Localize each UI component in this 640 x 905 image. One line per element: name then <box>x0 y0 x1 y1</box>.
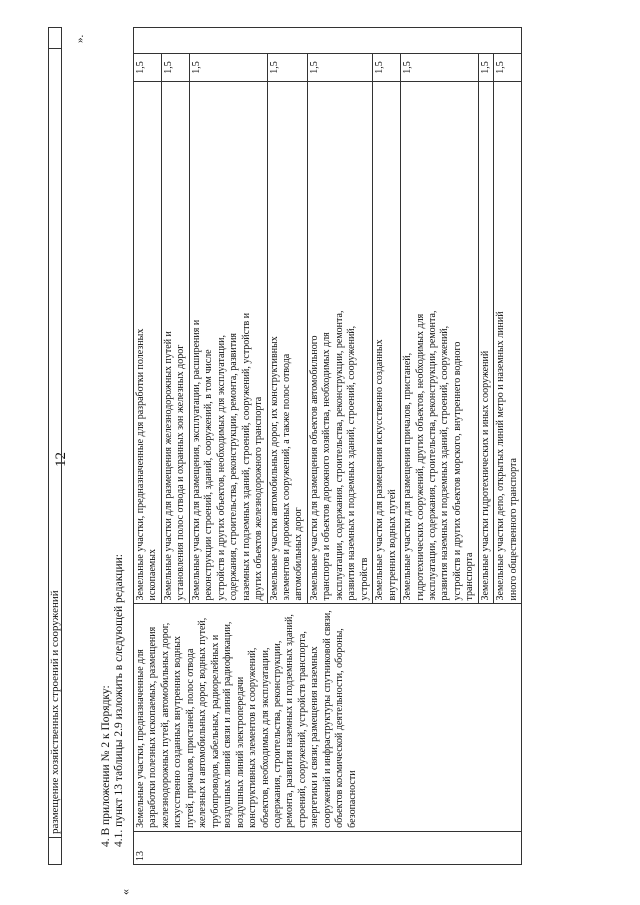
subrow-coefficient: 1,5 <box>478 53 493 81</box>
subrow-text: Земельные участки для размещения железнодорожных путей и установления полос отвода и охранных зон железных дорог <box>161 82 189 604</box>
subrow-coefficient: 1,5 <box>189 53 267 81</box>
table-row <box>134 28 162 865</box>
subrow-text: Земельные участки депо, открытых линий метро и наземных линий иного общественного транспорта <box>494 82 522 604</box>
subrow-text: Земельные участки гидротехнических и иных сооружений <box>478 82 493 604</box>
subrow-text: Земельные участки для размещения искусственно созданных внутренних водных путей <box>373 82 401 604</box>
subrow-coefficient: 1,5 <box>161 53 189 81</box>
subrow-coefficient: 1,5 <box>373 53 401 81</box>
amendment-line-1: 4. В приложении № 2 к Порядку: <box>100 685 112 847</box>
page-number: 12 <box>53 452 69 467</box>
table-row <box>49 28 62 865</box>
top-table-fragment <box>48 27 62 865</box>
subrow-coefficient: 1,5 <box>267 53 307 81</box>
subrow-text: Земельные участки для размещения причалов, пристаней, гидротехнических сооружений, других объектов, необходимых для эксплуатации, содержания, строительства, реконструкции, ремонта, развития наземных и подземных зданий, строений, сооружений, устройств и других объектов морского, внутреннего водного транспорта <box>401 82 479 604</box>
closing-quote: ». <box>74 34 86 43</box>
subrow-coefficient: 1,5 <box>494 53 522 81</box>
top-table-text-cell: размещение хозяйственных строений и сооружений <box>49 49 62 838</box>
subrow-text: Земельные участки для размещения объектов автомобильного транспорта и объектов дорожного хозяйства, необходимых для эксплуатации, содержания, строительства, реконструкции, ремонта, развития наземных и подземных зданий, строений, сооружений, устройств <box>307 82 372 604</box>
subrow-text: Земельные участки для размещения, эксплуатации, расширения и реконструкции строений, зданий, сооружений, в том числе устройств и других объектов, необходимых для эксплуатации, содержания, строительства, реконструкции, ремонта, развития наземных и подземных зданий, строений, сооружений, устройств и других объектов железнодорожного транспорта <box>189 82 267 604</box>
subrow-coefficient: 1,5 <box>307 53 372 81</box>
table-cell <box>49 838 62 865</box>
land-plots-table <box>133 27 522 865</box>
row-number: 13 <box>134 831 522 864</box>
subrow-coefficient: 1,5 <box>134 53 162 81</box>
row-description: Земельные участки, предназначенные для разработки полезных ископаемых, размещения железнодорожных путей, автомобильных дорог, искусственно созданных внутренних водных путей, причалов, пристаней, полос отвода железных и автомобильных дорог, водных путей, трубопроводов, кабельных, радиорелейных и воздушных линий связи и линий радиофикации, воздушных линий электропередачи конструктивных элементов и сооружений, объектов, необходимых для эксплуатации, содержания, строительства, реконструкции, ремонта, развития наземных и подземных зданий, строений, сооружений, устройств транспорта, энергетики и связи; размещения наземных сооружений и инфраструктуры спутниковой связи, объектов космической деятельности, обороны, безопасности <box>134 604 522 831</box>
subrow-text: Земельные участки автомобильных дорог, их конструктивных элементов и дорожных сооружений, а также полос отвода автомобильных дорог <box>267 82 307 604</box>
amendment-line-2: 4.1. пункт 13 таблицы 2.9 изложить в следующей редакции: <box>113 554 125 847</box>
table-cell <box>49 28 62 49</box>
table-cell <box>134 28 522 54</box>
subrow-text: Земельные участки, предназначенные для разработки полезных ископаемых <box>134 82 162 604</box>
subrow-coefficient: 1,5 <box>401 53 479 81</box>
opening-quote: « <box>118 889 132 895</box>
